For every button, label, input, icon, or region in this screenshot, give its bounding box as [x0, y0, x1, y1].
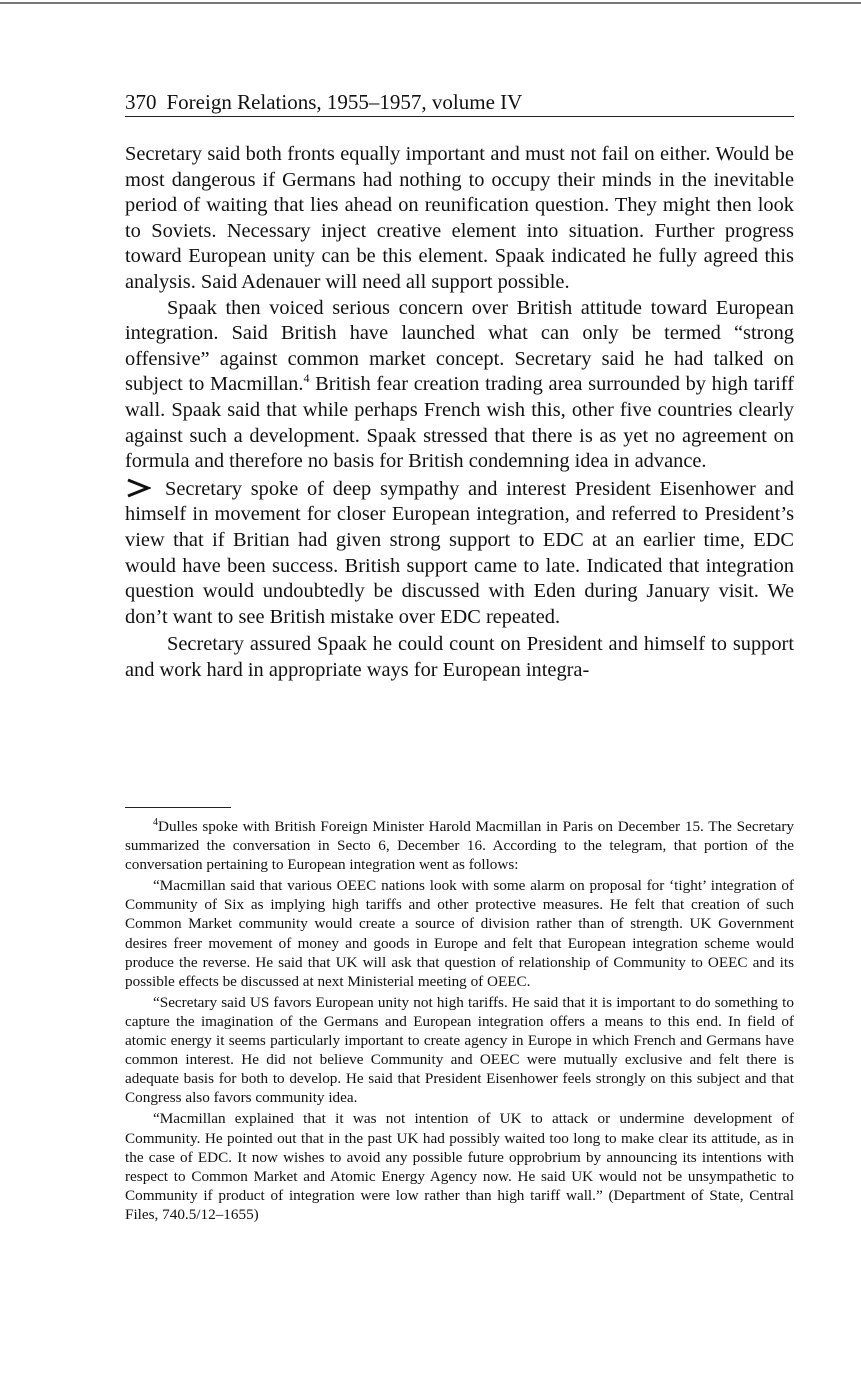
footnote-4-paragraph-2: “Macmillan said that various OEEC nations look with some alarm on proposal for ‘tight’ integration of Community of Six as implying high tariffs and other protective measures. He felt that creation of such Common Market community would create a source of division rather than of strength. UK Government desires freer movement of money and goods in Europe and felt that European integration scheme would produce the reverse. He said that UK will ask that question of relationship of Community to OEEC and its possible effects be discussed at next Ministerial meeting of OEEC. [125, 877, 794, 990]
footnote-number: 4 [153, 816, 158, 828]
paragraph-3 [125, 477, 794, 631]
paragraph-2-text-a: Spaak then voiced serious concern over British attitude toward European integration. Said British have launched what can only be termed “strong offensive” against common market concept. Secretary said he had talked on subject to Macmillan. [125, 296, 794, 396]
paragraph-2-text-b: British fear creation trading area surrounded by high tariff wall. Spaak said that while perhaps French wish this, other five countries clearly against such a development. Spaak stressed that there is as yet no agreement on formula and therefore no basis for British condemning idea in advance. [125, 373, 794, 473]
running-title: Foreign Relations, 1955–1957, volume IV [166, 90, 523, 114]
footnote-4-paragraph-4: “Macmillan explained that it was not intention of UK to attack or undermine development of Community. He pointed out that in the past UK had possibly waited too long to make clear its attitude, as in the case of EDC. It now wishes to avoid any possible future opprobrium by announcing its intentions with respect to Common Market and Atomic Energy Agency now. He said UK would not be unsympathetic to Community if product of integration were low rather than high tariff wall.” (Department of State, Central Files, 740.5/12–1655) [125, 1110, 794, 1223]
footnote-4-text-1: Dulles spoke with British Foreign Minister Harold Macmillan in Paris on December 15. The Secretary summarized the conversation in Secto 6, December 16. According to the telegram, that portion of the conversation pertaining to European integration went as follows: [125, 818, 794, 874]
footnote-reference: 4 [303, 371, 310, 386]
footnote-separator [125, 807, 231, 808]
main-text [125, 142, 794, 683]
paragraph-1: Secretary said both fronts equally important and must not fail on either. Would be most dangerous if Germans had nothing to occupy their minds in the inevitable period of waiting that lies ahead on reunification question. They might then look to Soviets. Necessary inject creative element into situation. Further progress toward European unity can be this element. Spaak indicated he fully agreed this analysis. Said Adenauer will need all support possible. [125, 143, 794, 293]
running-header [125, 89, 794, 117]
paragraph-3-text: Secretary spoke of deep sympathy and interest President Eisenhower and himself in movement for closer European integration, and referred to President’s view that if Britian had given strong support to EDC at an earlier time, EDC would have been success. British support came to late. Indicated that integration question would undoubtedly be discussed with Eden during January visit. We don’t want to see British mistake over EDC repeated. [125, 477, 794, 628]
margin-marker-icon [125, 478, 151, 498]
footnotes [125, 817, 794, 1226]
footnote-4-paragraph-1 [125, 817, 794, 874]
top-border [0, 2, 861, 4]
paragraph-2 [125, 296, 794, 475]
page-number: 370 [125, 90, 157, 114]
footnote-4-paragraph-3: “Secretary said US favors European unity not high tariffs. He said that it is important to do something to capture the imagination of the Germans and European integration offers a means to this end. In field of atomic energy it seems particularly important to create agency in Europe in which French and Germans have common interest. He did not believe Community and OEEC were mutually exclusive and felt there is adequate basis for both to develop. He said that President Eisenhower feels strongly on this subject and that Congress also favors community idea. [125, 993, 794, 1107]
paragraph-4: Secretary assured Spaak he could count on President and himself to support and work hard in appropriate ways for European integra- [125, 633, 794, 681]
